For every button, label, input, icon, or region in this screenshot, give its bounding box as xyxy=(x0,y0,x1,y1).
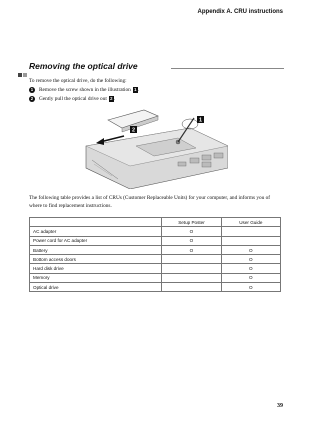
row-guide xyxy=(221,227,280,236)
table-row xyxy=(30,236,281,245)
row-setup xyxy=(162,255,221,264)
step-2-tail: . xyxy=(113,96,116,102)
row-setup: O xyxy=(162,236,221,245)
row-item: Battery xyxy=(30,245,162,254)
row-guide: O xyxy=(221,264,280,273)
row-guide: O xyxy=(221,255,280,264)
row-setup xyxy=(162,283,221,292)
step-number-1: 1 xyxy=(30,87,34,92)
row-setup: O xyxy=(162,227,221,236)
col-header-setup-poster: Setup Poster xyxy=(162,218,221,227)
section-heading xyxy=(18,61,284,73)
col-header-item xyxy=(30,218,162,227)
row-guide: O xyxy=(221,283,280,292)
section-title: Removing the optical drive xyxy=(29,61,138,71)
running-header: Appendix A. CRU instructions xyxy=(197,9,283,15)
intro-text: To remove the optical drive, do the following: xyxy=(29,78,127,84)
page-number: 39 xyxy=(277,403,283,409)
row-item: Optical drive xyxy=(30,283,162,292)
row-setup xyxy=(162,273,221,282)
cru-paragraph: The following table provides a list of CRUs (Customer Replaceable Units) for your computer, and informs you of where to find replacement instructions. xyxy=(29,195,271,209)
step-1-ref: 1 xyxy=(134,87,137,93)
row-setup: O xyxy=(162,245,221,254)
step-2-ref: 2 xyxy=(110,96,113,102)
step-2 xyxy=(29,96,115,102)
row-item: AC adapter xyxy=(30,227,162,236)
table-row xyxy=(30,245,281,254)
row-item: Memory xyxy=(30,273,162,282)
row-setup xyxy=(162,264,221,273)
table-row xyxy=(30,273,281,282)
row-item: Power cord for AC adapter xyxy=(30,236,162,245)
table-row xyxy=(30,227,281,236)
optical-drive-illustration xyxy=(78,106,228,189)
table-row xyxy=(30,264,281,273)
table-row xyxy=(30,255,281,264)
callout-1: 1 xyxy=(198,117,203,124)
row-guide xyxy=(221,236,280,245)
row-item: Bottom access doors xyxy=(30,255,162,264)
table-row xyxy=(30,283,281,292)
cru-table xyxy=(29,217,281,292)
step-2-text: Gently pull the optical drive out xyxy=(39,96,107,102)
callout-2: 2 xyxy=(131,127,136,134)
step-1-text: Remove the screw shown in the illustration xyxy=(39,87,131,93)
row-item: Hard disk drive xyxy=(30,264,162,273)
heading-bullet-icon xyxy=(18,64,28,82)
heading-rule xyxy=(171,68,284,69)
col-header-user-guide: User Guide xyxy=(221,218,280,227)
step-1 xyxy=(29,87,139,93)
row-guide: O xyxy=(221,273,280,282)
table-header-row xyxy=(30,218,281,227)
step-1-tail: . xyxy=(137,87,140,93)
step-number-2: 2 xyxy=(30,96,34,101)
row-guide: O xyxy=(221,245,280,254)
